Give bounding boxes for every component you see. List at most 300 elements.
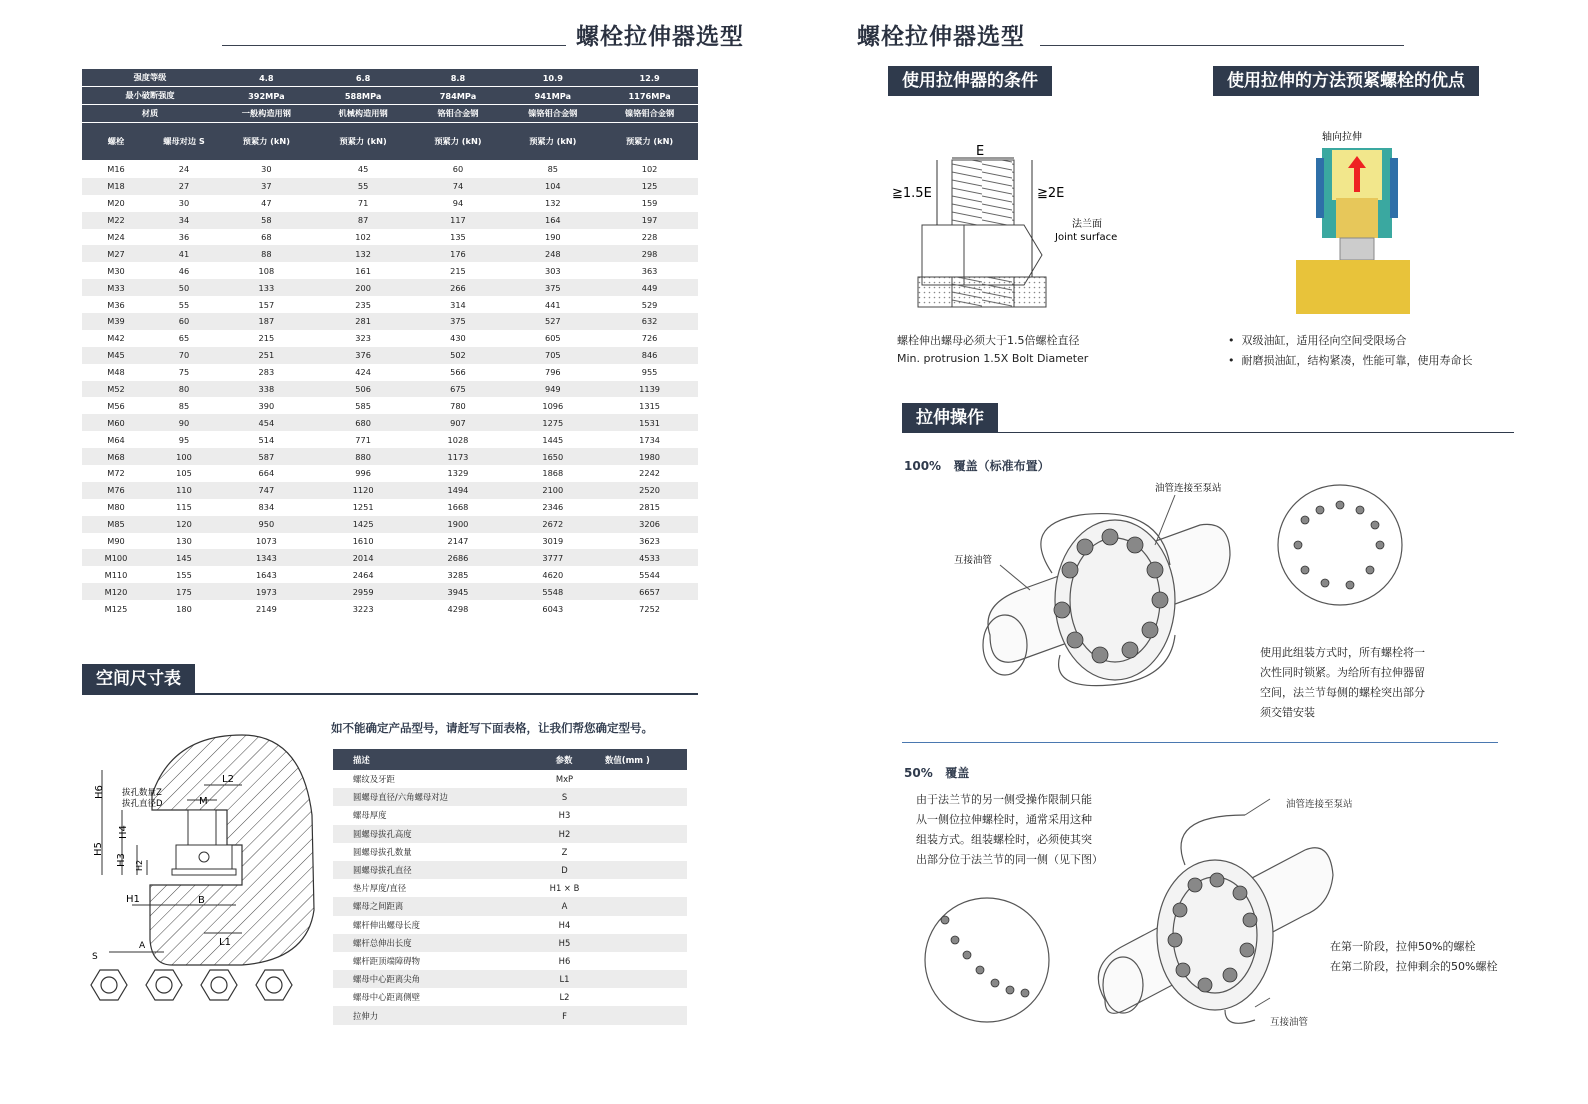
- table-cell: 105: [176, 468, 192, 479]
- table-row: [82, 431, 698, 448]
- table-row: [82, 347, 698, 364]
- table-cell: 266: [412, 279, 505, 296]
- table-cell: 85: [547, 164, 559, 175]
- header-cell: 588MPa: [315, 87, 412, 105]
- table-row: [82, 296, 698, 313]
- spec-parameter: D: [524, 861, 605, 879]
- table-row: [333, 861, 687, 879]
- grade-row: [82, 69, 698, 87]
- spec-value-input[interactable]: [605, 934, 687, 952]
- table-cell: 1643: [255, 569, 277, 580]
- table-row: [82, 583, 698, 600]
- coverage-desc: 覆盖: [945, 766, 970, 780]
- spec-description: 圆螺母拔孔高度: [333, 825, 524, 843]
- table-cell: 529: [641, 299, 658, 310]
- table-row: [82, 465, 698, 482]
- table-cell: 375: [504, 279, 601, 296]
- table-cell: 390: [258, 400, 275, 411]
- advantage-text: 双级油缸，适用径向空间受限场合: [1241, 334, 1407, 347]
- table-cell: 70: [150, 347, 218, 364]
- spec-header-row: [333, 749, 687, 770]
- table-cell: 1494: [412, 482, 505, 499]
- table-row: [82, 212, 698, 229]
- col-header: 螺栓: [82, 123, 150, 161]
- label-z: 拔孔数量Z: [122, 788, 162, 798]
- table-row: [82, 229, 698, 246]
- stage-2-text: 在第二阶段，拉伸剩余的50%螺栓: [1330, 960, 1498, 973]
- table-cell: 2346: [542, 502, 564, 513]
- table-row: [333, 970, 687, 988]
- label-1-5e: ≧1.5E: [892, 186, 932, 201]
- table-cell: 133: [218, 279, 315, 296]
- table-row: [82, 262, 698, 279]
- table-cell: 1445: [542, 434, 564, 445]
- advantage-bullet: • 双级油缸，适用径向空间受限场合: [1228, 334, 1407, 347]
- spec-value-input[interactable]: [605, 970, 687, 988]
- table-row: [82, 549, 698, 566]
- table-cell: 145: [150, 549, 218, 566]
- table-row: [82, 499, 698, 516]
- table-row: [82, 516, 698, 533]
- spec-parameter: A: [524, 897, 605, 915]
- label-h1: H1: [126, 894, 140, 905]
- page-title-right: 螺栓拉伸器选型: [857, 24, 1025, 50]
- spec-parameter: H3: [558, 810, 571, 821]
- header-cell: 一般构造用钢: [218, 105, 315, 123]
- table-cell: 4298: [447, 603, 469, 614]
- table-cell: M22: [82, 212, 150, 229]
- table-cell: 298: [601, 245, 698, 262]
- spec-parameter: Z: [561, 846, 568, 857]
- label-d: 拔孔直径D: [122, 799, 163, 809]
- table-cell: 314: [450, 299, 466, 310]
- table-cell: 155: [176, 569, 192, 580]
- table-cell: 120: [150, 516, 218, 533]
- note-line: 使用此组装方式时，所有螺栓将一: [1260, 646, 1425, 659]
- table-cell: 102: [355, 232, 371, 242]
- table-cell: 161: [355, 265, 371, 276]
- table-cell: 1425: [315, 516, 412, 533]
- spec-value-input[interactable]: [605, 952, 687, 970]
- table-cell: M85: [82, 516, 150, 533]
- table-cell: 2149: [255, 603, 277, 614]
- table-cell: 950: [218, 516, 315, 533]
- table-cell: 55: [315, 178, 412, 195]
- table-cell: 1073: [255, 536, 277, 547]
- table-cell: 907: [412, 414, 505, 431]
- material-row: [82, 105, 698, 123]
- table-row: [82, 414, 698, 431]
- table-cell: 1096: [542, 400, 564, 411]
- table-cell: M110: [104, 569, 128, 580]
- table-cell: 58: [218, 212, 315, 229]
- strength-row: [82, 87, 698, 105]
- spec-parameter: MxP: [555, 774, 574, 785]
- spec-value-input[interactable]: [605, 806, 687, 824]
- table-cell: M33: [82, 279, 150, 296]
- table-row: [333, 934, 687, 952]
- table-cell: 726: [641, 333, 658, 344]
- table-row: [82, 381, 698, 398]
- table-cell: 996: [355, 468, 371, 479]
- header-cell: 8.8: [412, 69, 505, 87]
- table-cell: 2520: [601, 482, 698, 499]
- table-cell: 1315: [639, 400, 661, 411]
- spec-value-input[interactable]: [605, 825, 687, 843]
- spec-value-input[interactable]: [605, 988, 687, 1006]
- spec-description: 螺杆距顶端障碍物: [353, 955, 420, 966]
- table-cell: 130: [176, 536, 192, 547]
- table-cell: 1173: [412, 448, 505, 465]
- table-cell: 363: [641, 265, 658, 276]
- table-cell: 424: [355, 367, 371, 378]
- spec-parameter: H6: [558, 955, 571, 966]
- header-cell: 4.8: [218, 69, 315, 87]
- label-h3: H3: [116, 853, 127, 867]
- header-cell: 392MPa: [218, 87, 315, 105]
- table-cell: 4533: [601, 549, 698, 566]
- table-cell: 281: [315, 313, 412, 330]
- table-cell: 605: [544, 333, 561, 344]
- table-cell: 176: [412, 245, 505, 262]
- table-cell: 200: [315, 279, 412, 296]
- spec-description: 垫片厚度/直径: [353, 883, 407, 894]
- table-cell: 1028: [447, 434, 469, 445]
- table-cell: 159: [641, 198, 658, 209]
- page-title-left: 螺栓拉伸器选型: [576, 24, 744, 50]
- table-cell: M52: [82, 381, 150, 398]
- table-cell: 7252: [639, 603, 661, 614]
- header-cell: 941MPa: [504, 87, 601, 105]
- table-cell: M36: [107, 299, 125, 310]
- table-cell: 675: [412, 381, 505, 398]
- table-cell: 3945: [412, 583, 505, 600]
- table-cell: M68: [82, 448, 150, 465]
- table-cell: M125: [104, 603, 128, 614]
- spec-description: 螺母中心距离侧壁: [353, 992, 420, 1003]
- table-cell: 1251: [352, 502, 374, 513]
- table-cell: 47: [261, 198, 272, 209]
- table-cell: 846: [601, 347, 698, 364]
- table-cell: 502: [412, 347, 505, 364]
- table-cell: 248: [504, 245, 601, 262]
- table-cell: 1329: [447, 468, 469, 479]
- table-cell: 95: [178, 434, 190, 445]
- section-tab-operation: 拉伸操作: [902, 403, 998, 433]
- table-cell: 125: [601, 178, 698, 195]
- spec-description: 拉伸力: [333, 1006, 524, 1024]
- table-cell: 1343: [218, 549, 315, 566]
- table-cell: 251: [218, 347, 315, 364]
- spec-value-input[interactable]: [605, 861, 687, 879]
- table-row: [82, 161, 698, 178]
- table-cell: 587: [218, 448, 315, 465]
- header-cell: 镍铬钼合金钢: [504, 105, 601, 123]
- label-a: A: [139, 941, 146, 951]
- spec-parameter: S: [524, 788, 605, 806]
- table-cell: 449: [601, 279, 698, 296]
- label-e: E: [976, 144, 985, 159]
- spec-col-desc: 描述: [333, 749, 524, 770]
- spec-description: 圆螺母拔孔数量: [353, 846, 412, 857]
- coverage-100-note: [1260, 643, 1460, 723]
- table-cell: 1980: [601, 448, 698, 465]
- table-cell: 3223: [352, 603, 374, 614]
- label-l1: L1: [219, 937, 231, 948]
- table-cell: 2959: [315, 583, 412, 600]
- advantage-bullet: • 耐磨损油缸，结构紧凑，性能可靠，使用寿命长: [1228, 354, 1473, 367]
- coverage-pct: 100%: [904, 459, 942, 473]
- col-header: 预紧力 (kN): [315, 123, 412, 161]
- spec-col-value: 数值(mm ): [605, 749, 687, 770]
- table-cell: 100: [150, 448, 218, 465]
- table-cell: 187: [218, 313, 315, 330]
- table-cell: 104: [504, 178, 601, 195]
- table-cell: 2100: [504, 482, 601, 499]
- table-row: [82, 313, 698, 330]
- table-cell: 46: [178, 265, 190, 276]
- tensioner-cutaway-image: [1296, 128, 1426, 316]
- table-cell: 1668: [447, 502, 469, 513]
- table-row: [333, 788, 687, 806]
- table-cell: 135: [450, 232, 466, 242]
- table-row: [333, 770, 687, 788]
- table-cell: M45: [82, 347, 150, 364]
- header-cell: 材质: [82, 105, 218, 123]
- table-row: [333, 879, 687, 897]
- label-s: S: [92, 952, 98, 962]
- spec-description: 螺母中心距离尖角: [333, 970, 524, 988]
- table-cell: 180: [176, 603, 192, 614]
- table-row: [82, 566, 698, 583]
- blue-divider: [902, 742, 1498, 743]
- table-cell: 132: [544, 198, 561, 209]
- header-cell: 6.8: [315, 69, 412, 87]
- table-cell: 94: [452, 198, 464, 209]
- table-cell: M48: [107, 367, 125, 378]
- col-header: 螺母对边 S: [150, 123, 218, 161]
- table-cell: M72: [107, 468, 125, 479]
- table-cell: 65: [178, 333, 190, 344]
- flange-50-illustration: [925, 795, 1345, 1030]
- table-cell: 1610: [352, 536, 374, 547]
- header-cell: 镍铬钼合金钢: [601, 105, 698, 123]
- label-l2: L2: [222, 774, 234, 785]
- table-cell: 771: [355, 434, 371, 445]
- col-header: 预紧力 (kN): [218, 123, 315, 161]
- coverage-100-heading: [904, 457, 1050, 474]
- table-cell: M60: [82, 414, 150, 431]
- table-cell: 190: [544, 232, 561, 242]
- table-cell: 514: [258, 434, 275, 445]
- header-cell: 12.9: [601, 69, 698, 87]
- table-cell: 215: [258, 333, 275, 344]
- table-row: [333, 988, 687, 1006]
- header-cell: 784MPa: [412, 87, 505, 105]
- dimension-spec-table: [333, 749, 687, 1025]
- section-rule: [902, 432, 1514, 433]
- label-m: M: [199, 796, 208, 807]
- header-cell: 机械构造用钢: [315, 105, 412, 123]
- header-cell: 铬钼合金钢: [412, 105, 505, 123]
- label-b: B: [198, 895, 205, 906]
- label-axial: 轴向拉伸: [1322, 132, 1362, 143]
- protrusion-caption-cn: 螺栓伸出螺母必须大于1.5倍螺栓直径: [897, 334, 1080, 347]
- table-cell: 2464: [352, 569, 374, 580]
- header-cell: 最小破断强度: [82, 87, 218, 105]
- table-cell: 3019: [542, 536, 564, 547]
- table-cell: 71: [357, 198, 369, 209]
- table-cell: 2014: [315, 549, 412, 566]
- table-cell: 2686: [412, 549, 505, 566]
- col-header: 预紧力 (kN): [504, 123, 601, 161]
- header-cell: 1176MPa: [601, 87, 698, 105]
- table-cell: 157: [258, 299, 275, 310]
- table-cell: 780: [450, 400, 466, 411]
- table-cell: 664: [258, 468, 275, 479]
- title-rule-right: [1040, 45, 1404, 46]
- section-tab-space: 空间尺寸表: [82, 664, 195, 694]
- spec-description: 螺杆总伸出长度: [333, 934, 524, 952]
- table-cell: 375: [412, 313, 505, 330]
- table-cell: 117: [412, 212, 505, 229]
- table-cell: M80: [107, 502, 125, 513]
- table-cell: 37: [218, 178, 315, 195]
- table-cell: 115: [176, 502, 192, 513]
- table-cell: 4620: [542, 569, 564, 580]
- label-h5: H5: [93, 842, 104, 856]
- label-pump-line-50: 油管连接至泵站: [1286, 799, 1353, 810]
- spec-value-input[interactable]: [605, 879, 687, 897]
- table-cell: 88: [218, 245, 315, 262]
- table-cell: 2242: [639, 468, 661, 479]
- table-cell: M18: [82, 178, 150, 195]
- table-cell: 949: [504, 381, 601, 398]
- table-cell: 60: [150, 313, 218, 330]
- table-cell: M16: [107, 164, 125, 175]
- table-cell: 164: [504, 212, 601, 229]
- table-cell: 1531: [601, 414, 698, 431]
- table-cell: 41: [150, 245, 218, 262]
- table-cell: 585: [355, 400, 371, 411]
- table-cell: 283: [258, 367, 275, 378]
- spec-description: 圆螺母拔孔直径: [333, 861, 524, 879]
- spec-parameter: H1 × B: [549, 883, 580, 894]
- table-cell: 90: [150, 414, 218, 431]
- table-cell: M27: [82, 245, 150, 262]
- table-cell: 3206: [601, 516, 698, 533]
- table-cell: 6043: [542, 603, 564, 614]
- table-cell: M20: [107, 198, 125, 209]
- coverage-pct: 50%: [904, 766, 933, 780]
- table-cell: 1973: [218, 583, 315, 600]
- coverage-desc: 覆盖（标准布置）: [953, 459, 1050, 473]
- table-row: [82, 482, 698, 499]
- table-cell: M90: [107, 536, 125, 547]
- spec-value-input[interactable]: [605, 788, 687, 806]
- table-cell: 2815: [639, 502, 661, 513]
- header-cell: 强度等级: [82, 69, 218, 87]
- table-cell: M30: [107, 265, 125, 276]
- spec-value-input[interactable]: [605, 897, 687, 915]
- table-cell: M56: [107, 400, 125, 411]
- spec-description: 螺纹及牙距: [353, 774, 395, 785]
- spec-col-param: 参数: [524, 749, 605, 770]
- note-line: 从一侧位拉伸螺栓时，通常采用这种: [916, 813, 1092, 826]
- section-tab-advantages: 使用拉伸的方法预紧螺栓的优点: [1213, 66, 1479, 96]
- spec-value-input[interactable]: [605, 916, 687, 934]
- spec-value-input[interactable]: [605, 1006, 687, 1024]
- table-row: [333, 897, 687, 915]
- note-line: 次性同时锁紧。为给所有拉伸器留: [1260, 666, 1425, 679]
- stage-1-text: 在第一阶段，拉伸50%的螺栓: [1330, 940, 1476, 953]
- table-cell: 3285: [447, 569, 469, 580]
- table-cell: M64: [107, 434, 125, 445]
- table-cell: 27: [150, 178, 218, 195]
- table-cell: 50: [150, 279, 218, 296]
- header-cell: 10.9: [504, 69, 601, 87]
- coverage-50-heading: [904, 764, 969, 781]
- table-cell: M24: [107, 232, 125, 242]
- table-row: [333, 843, 687, 861]
- label-h4: H4: [118, 825, 129, 839]
- table-cell: 323: [355, 333, 371, 344]
- table-cell: 24: [178, 164, 190, 175]
- table-row: [82, 195, 698, 212]
- table-cell: M120: [82, 583, 150, 600]
- note-line: 组装方式。组装螺栓时，必须使其突: [916, 833, 1092, 846]
- table-cell: 527: [504, 313, 601, 330]
- table-cell: 441: [544, 299, 561, 310]
- table-cell: 454: [218, 414, 315, 431]
- table-cell: 55: [178, 299, 190, 310]
- note-line: 出部分位于法兰节的同一侧（见下图）: [916, 853, 1103, 866]
- table-cell: 5544: [639, 569, 661, 580]
- spec-value-input[interactable]: [605, 843, 687, 861]
- table-cell: 1868: [542, 468, 564, 479]
- title-rule-left: [222, 45, 566, 46]
- table-cell: M39: [82, 313, 150, 330]
- spec-parameter: L2: [559, 992, 570, 1003]
- table-cell: 747: [218, 482, 315, 499]
- table-cell: 110: [150, 482, 218, 499]
- table-cell: 1275: [504, 414, 601, 431]
- table-cell: 834: [258, 502, 275, 513]
- spec-description: 螺母厚度: [353, 810, 387, 821]
- label-2e: ≧2E: [1037, 186, 1065, 201]
- table-cell: 197: [601, 212, 698, 229]
- label-h6: H6: [94, 785, 105, 799]
- note-line: 空间，法兰节每侧的螺栓突出部分: [1260, 686, 1425, 699]
- table-cell: 3777: [504, 549, 601, 566]
- table-row: [82, 330, 698, 347]
- protrusion-caption-en: Min. protrusion 1.5X Bolt Diameter: [897, 352, 1089, 365]
- table-cell: 680: [315, 414, 412, 431]
- section-tab-conditions: 使用拉伸器的条件: [888, 66, 1052, 96]
- note-line: 由于法兰节的另一侧受操作限制只能: [916, 793, 1092, 806]
- table-cell: 1900: [412, 516, 505, 533]
- label-joint-en: Joint surface: [1055, 232, 1118, 243]
- table-cell: 1139: [601, 381, 698, 398]
- table-cell: 175: [150, 583, 218, 600]
- table-cell: 376: [315, 347, 412, 364]
- spec-value-input[interactable]: [605, 770, 687, 788]
- table-cell: 228: [641, 232, 658, 242]
- table-row: [333, 952, 687, 970]
- table-cell: 132: [315, 245, 412, 262]
- table-cell: 34: [150, 212, 218, 229]
- spec-description: 螺杆伸出螺母长度: [353, 919, 420, 930]
